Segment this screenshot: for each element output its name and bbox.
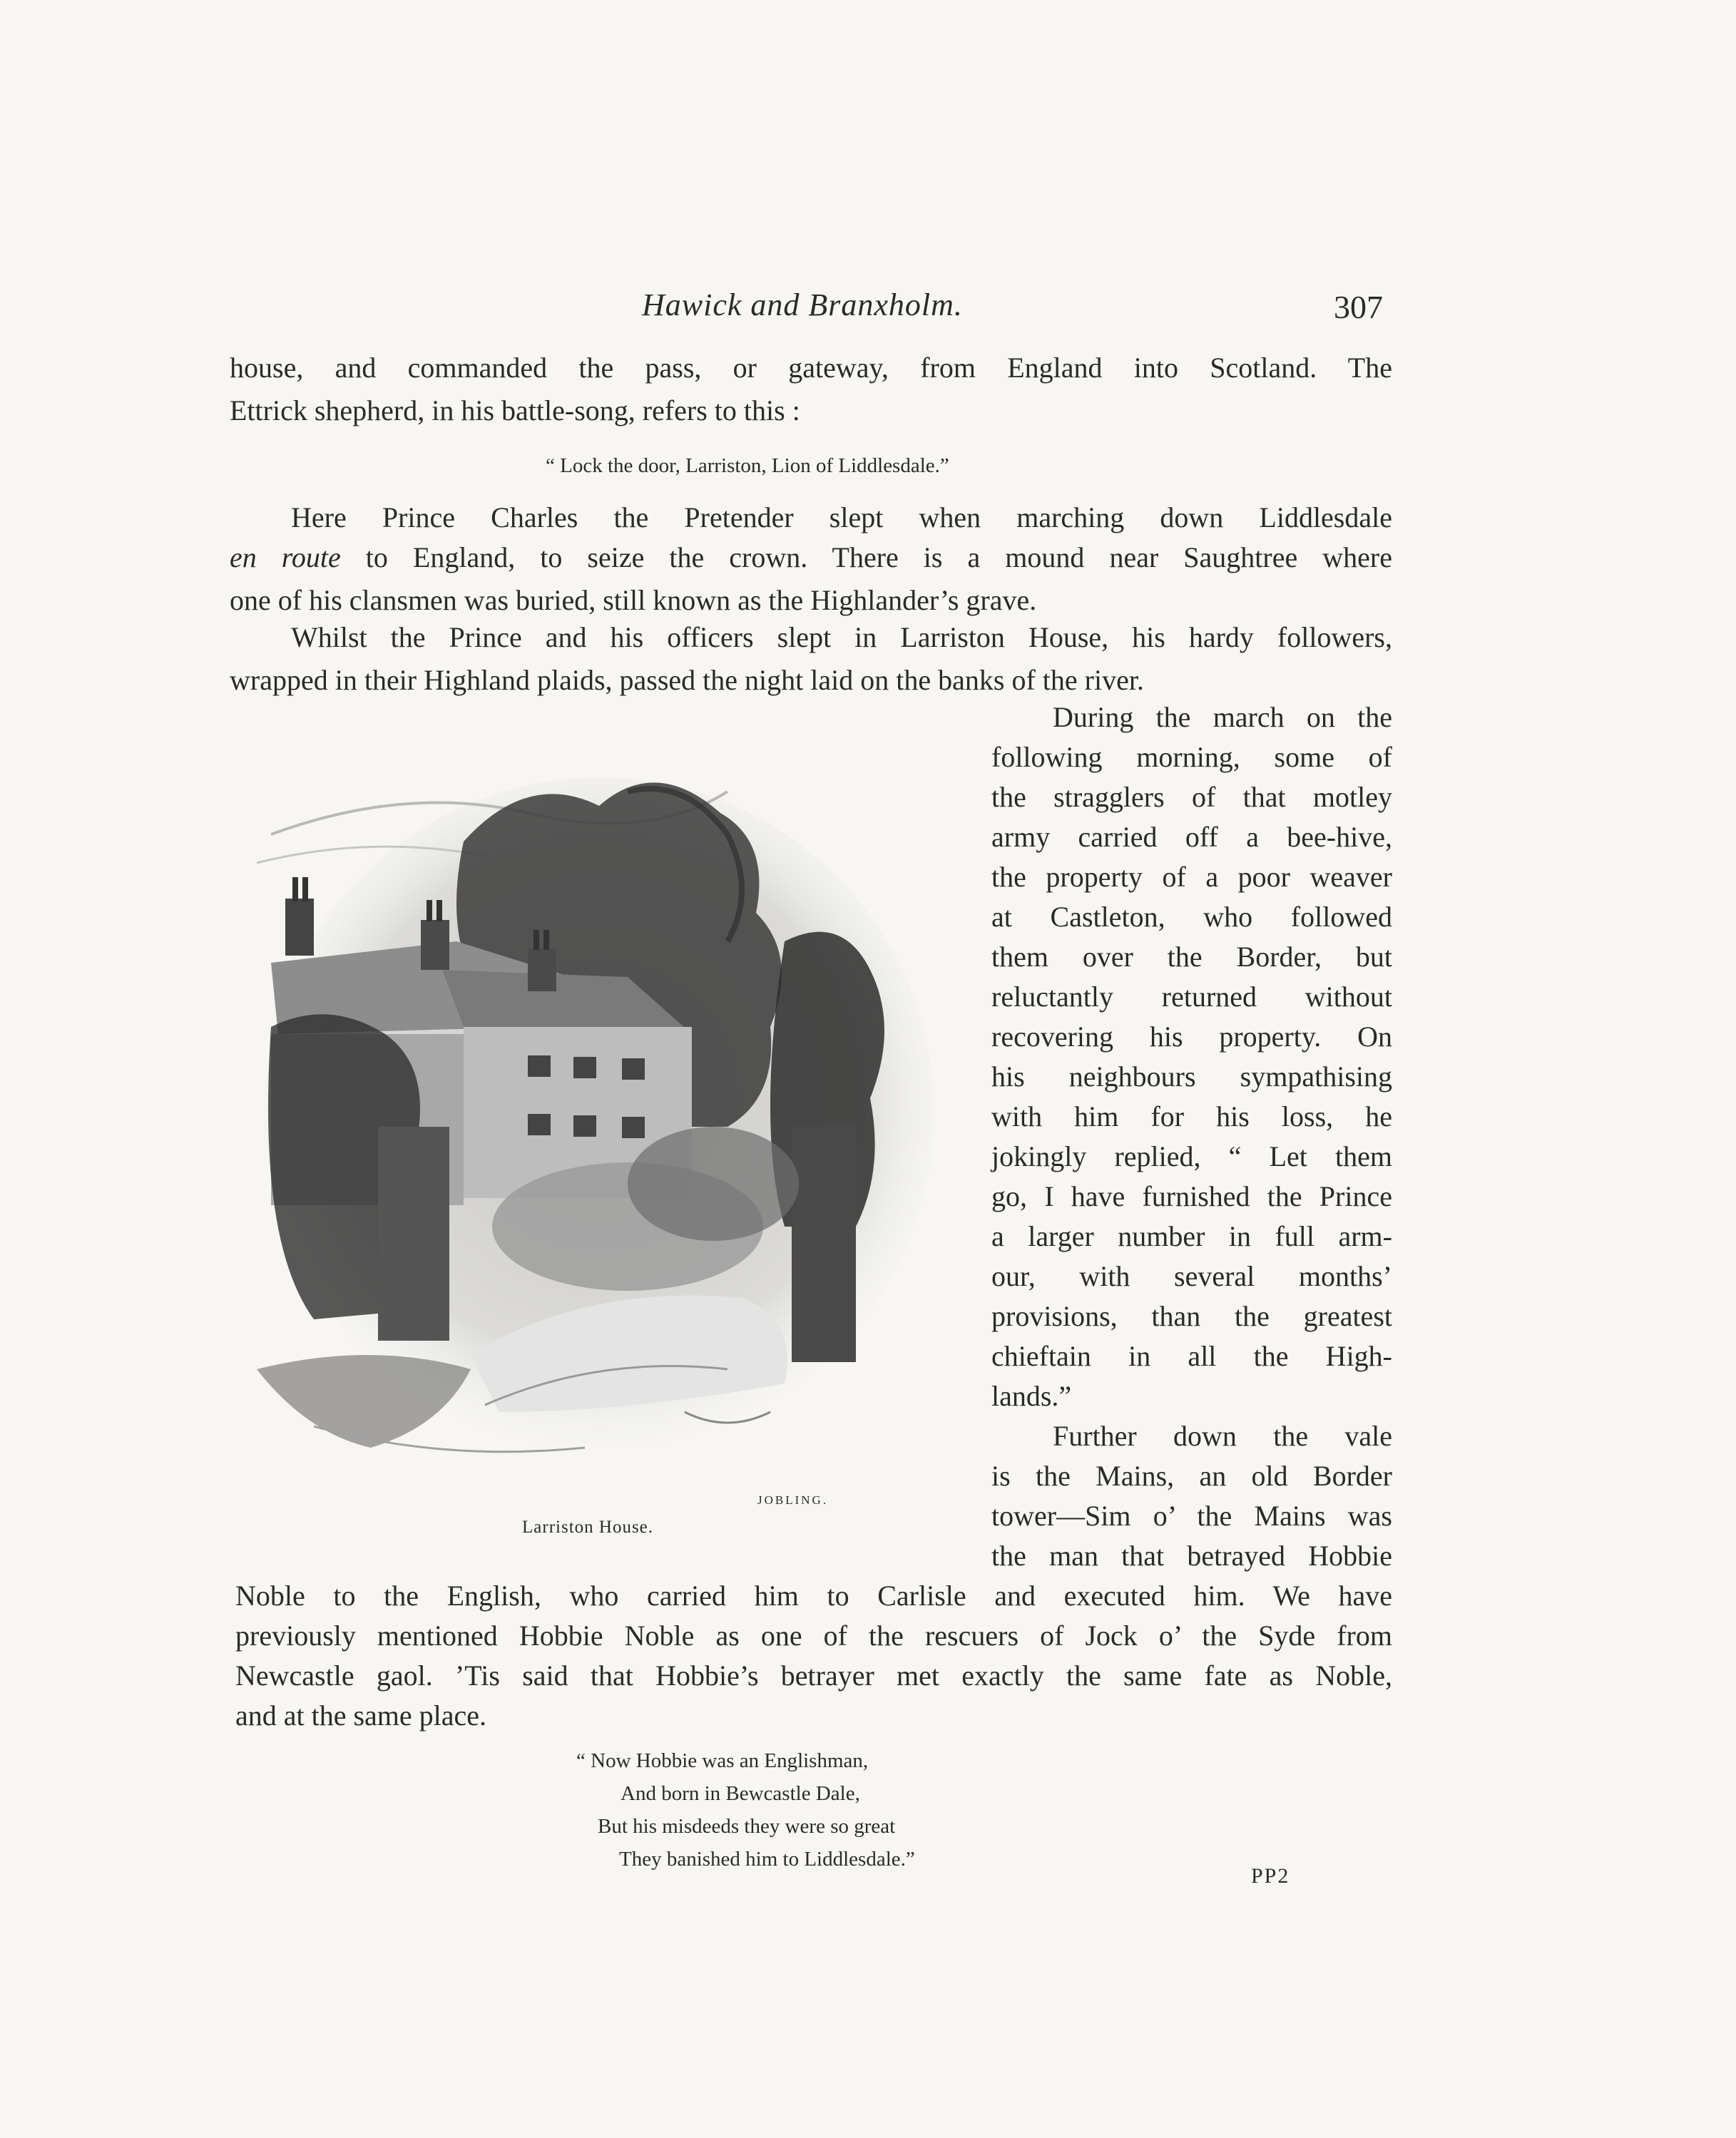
verse-line: “ Now Hobbie was an Englishman, bbox=[576, 1749, 869, 1772]
paragraph-5-line-2-text: previously mentioned Hobbie Noble as one of the rescuers of Jock o’ the Syde from bbox=[235, 1620, 1392, 1652]
column-line bbox=[991, 940, 1392, 973]
column-line-text: recovering his property. On bbox=[991, 1021, 1392, 1053]
column-line bbox=[991, 900, 1392, 934]
column-line-text: his neighbours sympathising bbox=[991, 1060, 1392, 1093]
column-line-text: chieftain in all the High- bbox=[991, 1340, 1392, 1372]
column-line bbox=[991, 1539, 1392, 1572]
column-line bbox=[991, 980, 1392, 1013]
column-line bbox=[991, 820, 1392, 854]
paragraph-2-line-1 bbox=[291, 501, 1392, 534]
verse-line: And born in Bewcastle Dale, bbox=[621, 1782, 860, 1805]
paragraph-2-line-1-text: Here Prince Charles the Pretender slept when marching down Liddlesdale bbox=[291, 501, 1392, 533]
column-line bbox=[991, 1259, 1392, 1293]
paragraph-5-line-4: and at the same place. bbox=[235, 1699, 487, 1732]
column-line-text: go, I have furnished the Prince bbox=[991, 1180, 1392, 1212]
column-line-text: During the march on the bbox=[1053, 701, 1392, 733]
paragraph-5-line-1 bbox=[235, 1579, 1392, 1612]
printer-signature: PP2 bbox=[1251, 1864, 1290, 1888]
column-line-text: Further down the vale bbox=[1053, 1420, 1392, 1452]
column-line-text: following morning, some of bbox=[991, 741, 1392, 773]
page-number: 307 bbox=[1334, 289, 1383, 325]
column-line-text: at Castleton, who followed bbox=[991, 901, 1392, 933]
illustration-caption: Larriston House. bbox=[522, 1518, 654, 1537]
column-line bbox=[991, 1339, 1392, 1373]
column-line bbox=[991, 1219, 1392, 1253]
column-line bbox=[991, 1100, 1392, 1133]
column-line-text: our, with several months’ bbox=[991, 1260, 1392, 1292]
column-line bbox=[991, 740, 1392, 774]
paragraph-5-line-3 bbox=[235, 1659, 1392, 1692]
column-line-text: a larger number in full arm- bbox=[991, 1220, 1392, 1252]
column-line-text: provisions, than the greatest bbox=[991, 1300, 1392, 1332]
column-line bbox=[991, 1299, 1392, 1333]
column-line-text: is the Mains, an old Border bbox=[991, 1460, 1392, 1492]
paragraph-1-line-1 bbox=[230, 351, 1392, 384]
column-line bbox=[1053, 1419, 1392, 1453]
verse-line: They banished him to Liddlesdale.” bbox=[619, 1848, 915, 1871]
paragraph-3-line-1 bbox=[291, 620, 1392, 654]
column-line-text: tower—Sim o’ the Mains was bbox=[991, 1500, 1392, 1532]
paragraph-2-line-2 bbox=[230, 541, 1392, 574]
paragraph-5-line-2 bbox=[235, 1619, 1392, 1652]
paragraph-3-line-1-text: Whilst the Prince and his officers slept in Larriston House, his hardy followers, bbox=[291, 621, 1392, 653]
paragraph-2-line-3: one of his clansmen was buried, still known as the Highlander’s grave. bbox=[230, 584, 1037, 616]
paragraph-3-line-2: wrapped in their Highland plaids, passed the night laid on the banks of the river. bbox=[230, 664, 1144, 696]
italic-phrase-en-route: en route bbox=[230, 541, 341, 573]
column-line: lands.” bbox=[991, 1380, 1072, 1412]
paragraph-2-line-2-rest: to England, to seize the crown. There is a mound near Saughtree where bbox=[365, 541, 1392, 573]
verse-quote-1: “ Lock the door, Larriston, Lion of Liddlesdale.” bbox=[546, 454, 949, 477]
column-line-text: them over the Border, but bbox=[991, 941, 1392, 973]
column-line bbox=[991, 1459, 1392, 1493]
verse-line: But his misdeeds they were so great bbox=[598, 1815, 896, 1838]
column-line bbox=[991, 1499, 1392, 1533]
paragraph-5-line-1-text: Noble to the English, who carried him to Carlisle and executed him. We have bbox=[235, 1580, 1392, 1612]
column-line-text: the man that betrayed Hobbie bbox=[991, 1540, 1392, 1572]
column-line-text: the property of a poor weaver bbox=[991, 861, 1392, 893]
paragraph-5-line-3-text: Newcastle gaol. ’Tis said that Hobbie’s betrayer met exactly the same fate as Noble, bbox=[235, 1659, 1392, 1692]
column-line bbox=[991, 1060, 1392, 1093]
column-line bbox=[991, 1180, 1392, 1213]
column-line-text: army carried off a bee-hive, bbox=[991, 821, 1392, 853]
column-line-text: jokingly replied, “ Let them bbox=[991, 1140, 1392, 1172]
column-line bbox=[1053, 700, 1392, 734]
column-line bbox=[991, 780, 1392, 814]
paragraph-1-line-1-text: house, and commanded the pass, or gateway, from England into Scotland. The bbox=[230, 352, 1392, 384]
running-header-title: Hawick and Branxholm. bbox=[642, 287, 963, 322]
column-line-text: the stragglers of that motley bbox=[991, 781, 1392, 813]
column-line bbox=[991, 1140, 1392, 1173]
column-line bbox=[991, 1020, 1392, 1053]
paragraph-2-line-2-content bbox=[230, 541, 1392, 574]
column-line-text: with him for his loss, he bbox=[991, 1100, 1392, 1132]
column-line bbox=[991, 860, 1392, 894]
illustration-artist-signature: JOBLING. bbox=[757, 1493, 829, 1507]
paragraph-1-line-2: Ettrick shepherd, in his battle-song, refers to this : bbox=[230, 394, 800, 426]
illustration-larriston-house bbox=[228, 727, 956, 1505]
column-line-text: reluctantly returned without bbox=[991, 981, 1392, 1013]
larriston-house-drawing bbox=[228, 727, 956, 1505]
